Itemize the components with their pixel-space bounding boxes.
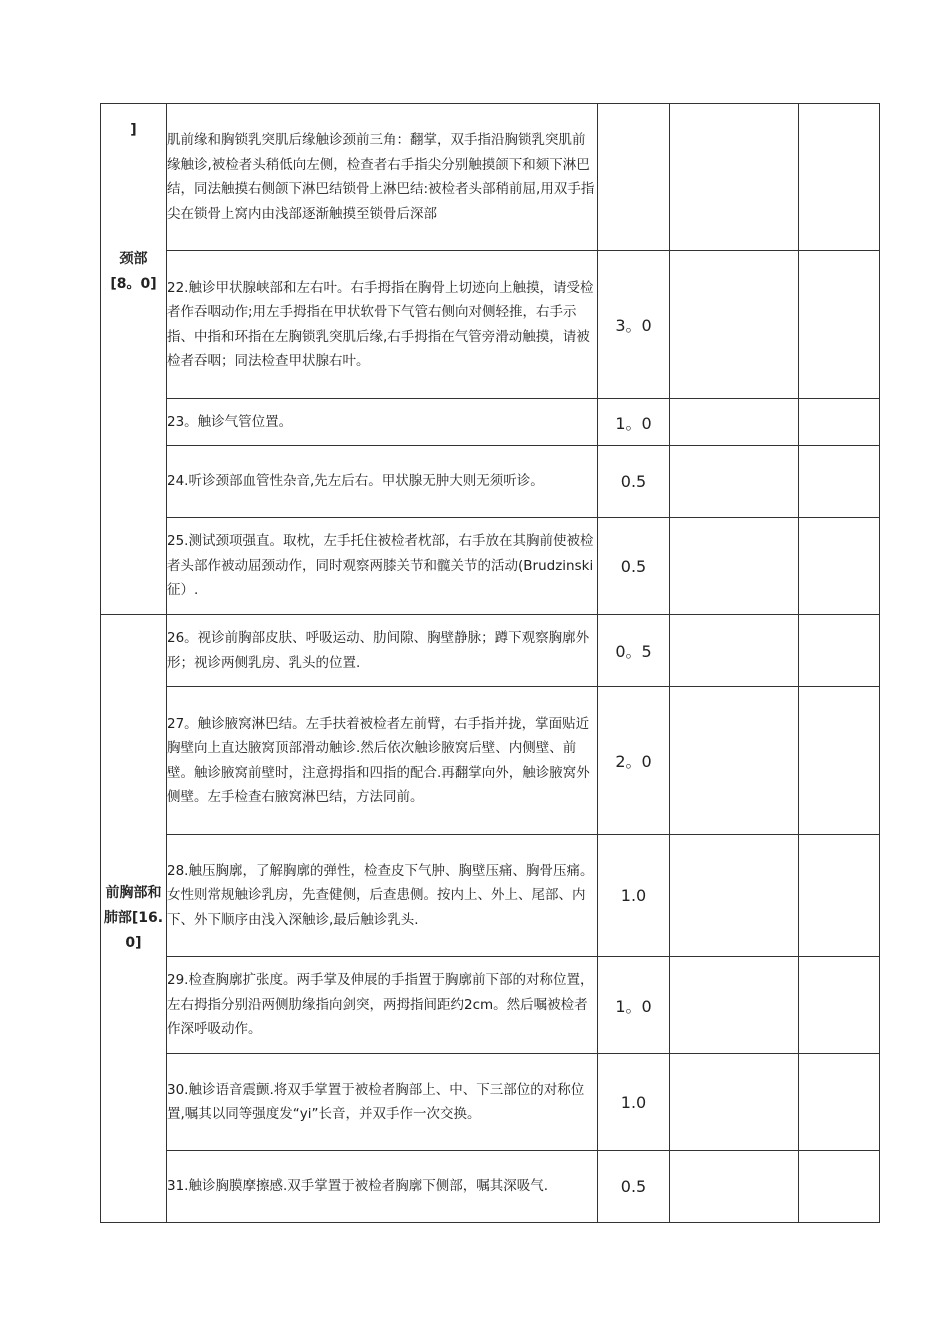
section-cell-chest-lungs — [101, 615, 167, 1223]
blank-cell — [799, 518, 880, 615]
item-description: 24.听诊颈部血管性杂音,先左后右。甲状腺无肿大则无须听诊。 — [167, 446, 598, 518]
item-description: 28.触压胸廓，了解胸廓的弹性，检查皮下气肿、胸壁压痛、胸骨压痛。女性则常规触诊乳房，先查健侧，后查患侧。按内上、外上、尾部、内下、外下顺序由浅入深触诊,最后触诊乳头. — [167, 835, 598, 957]
blank-cell — [670, 104, 799, 251]
blank-cell — [670, 957, 799, 1054]
item-description: 30.触诊语音震颤.将双手掌置于被检者胸部上、中、下三部位的对称位置,嘱其以同等强度发“yi”长音，并双手作一次交换。 — [167, 1054, 598, 1151]
item-description: 22.触诊甲状腺峡部和左右叶。右手拇指在胸骨上切迹向上触摸，请受检者作吞咽动作;用左手拇指在甲状软骨下气管右侧向对侧轻推，右手示指、中指和环指在左胸锁乳突肌后缘,右手拇指在气管旁滑动触摸，请被检者吞咽；同法检查甲状腺右叶。 — [167, 251, 598, 399]
table-row — [101, 399, 880, 446]
item-score: 2。0 — [598, 687, 670, 835]
blank-cell — [670, 399, 799, 446]
blank-cell — [670, 251, 799, 399]
blank-cell — [670, 615, 799, 687]
section-label-chest-lungs: 前胸部和肺部[16.0] — [103, 885, 164, 951]
blank-cell — [670, 1054, 799, 1151]
table-row — [101, 446, 880, 518]
exam-scoring-table — [100, 103, 880, 1223]
blank-cell — [799, 615, 880, 687]
table-row — [101, 1151, 880, 1223]
item-score: 0.5 — [598, 518, 670, 615]
table-row — [101, 615, 880, 687]
blank-cell — [799, 957, 880, 1054]
blank-cell — [799, 446, 880, 518]
item-score: 0。5 — [598, 615, 670, 687]
item-description: 25.测试颈项强直。取枕，左手托住被检者枕部，右手放在其胸前使被检者头部作被动屈颈动作，同时观察两膝关节和髋关节的活动(Brudzinski 征）. — [167, 518, 598, 615]
blank-cell — [799, 1151, 880, 1223]
section-cell-neck — [101, 104, 167, 615]
item-score: 0.5 — [598, 1151, 670, 1223]
blank-cell — [799, 687, 880, 835]
table-row — [101, 687, 880, 835]
table-row — [101, 104, 880, 251]
table-row — [101, 1054, 880, 1151]
blank-cell — [799, 835, 880, 957]
item-score: 1.0 — [598, 1054, 670, 1151]
item-description: 肌前缘和胸锁乳突肌后缘触诊颈前三角：翻掌，双手指沿胸锁乳突肌前缘触诊,被检者头稍低向左侧，检查者右手指尖分别触摸颌下和颏下淋巴结，同法触摸右侧颌下淋巴结锁骨上淋巴结:被检者头部稍前屈,用双手指尖在锁骨上窝内由浅部逐渐触摸至锁骨后深部 — [167, 104, 598, 251]
section-label-neck: 颈部[8。0] — [110, 251, 157, 292]
item-description: 23。触诊气管位置。 — [167, 399, 598, 446]
blank-cell — [670, 687, 799, 835]
blank-cell — [799, 104, 880, 251]
item-score: 3。0 — [598, 251, 670, 399]
item-score: 1。0 — [598, 399, 670, 446]
table-row — [101, 251, 880, 399]
table-row — [101, 835, 880, 957]
item-description: 31.触诊胸膜摩擦感.双手掌置于被检者胸廓下侧部，嘱其深吸气. — [167, 1151, 598, 1223]
item-description: 29.检查胸廓扩张度。两手掌及伸展的手指置于胸廓前下部的对称位置，左右拇指分别沿两侧肋缘指向剑突，两拇指间距约2cm。然后嘱被检者作深呼吸动作。 — [167, 957, 598, 1054]
blank-cell — [670, 446, 799, 518]
item-score: 1.0 — [598, 835, 670, 957]
blank-cell — [670, 1151, 799, 1223]
blank-cell — [670, 518, 799, 615]
item-score: 1。0 — [598, 957, 670, 1054]
item-score — [598, 104, 670, 251]
item-score: 0.5 — [598, 446, 670, 518]
table-row — [101, 518, 880, 615]
section-continuation-bracket: ] — [130, 122, 137, 138]
blank-cell — [670, 835, 799, 957]
item-description: 27。触诊腋窝淋巴结。左手扶着被检者左前臂，右手指并拢，掌面贴近胸壁向上直达腋窝顶部滑动触诊.然后依次触诊腋窝后壁、内侧壁、前壁。触诊腋窝前壁时，注意拇指和四指的配合.再翻掌向外，触诊腋窝外侧壁。左手检查右腋窝淋巴结，方法同前。 — [167, 687, 598, 835]
blank-cell — [799, 399, 880, 446]
table-row — [101, 957, 880, 1054]
blank-cell — [799, 251, 880, 399]
item-description: 26。视诊前胸部皮肤、呼吸运动、肋间隙、胸壁静脉；蹲下观察胸廓外形；视诊两侧乳房、乳头的位置. — [167, 615, 598, 687]
blank-cell — [799, 1054, 880, 1151]
